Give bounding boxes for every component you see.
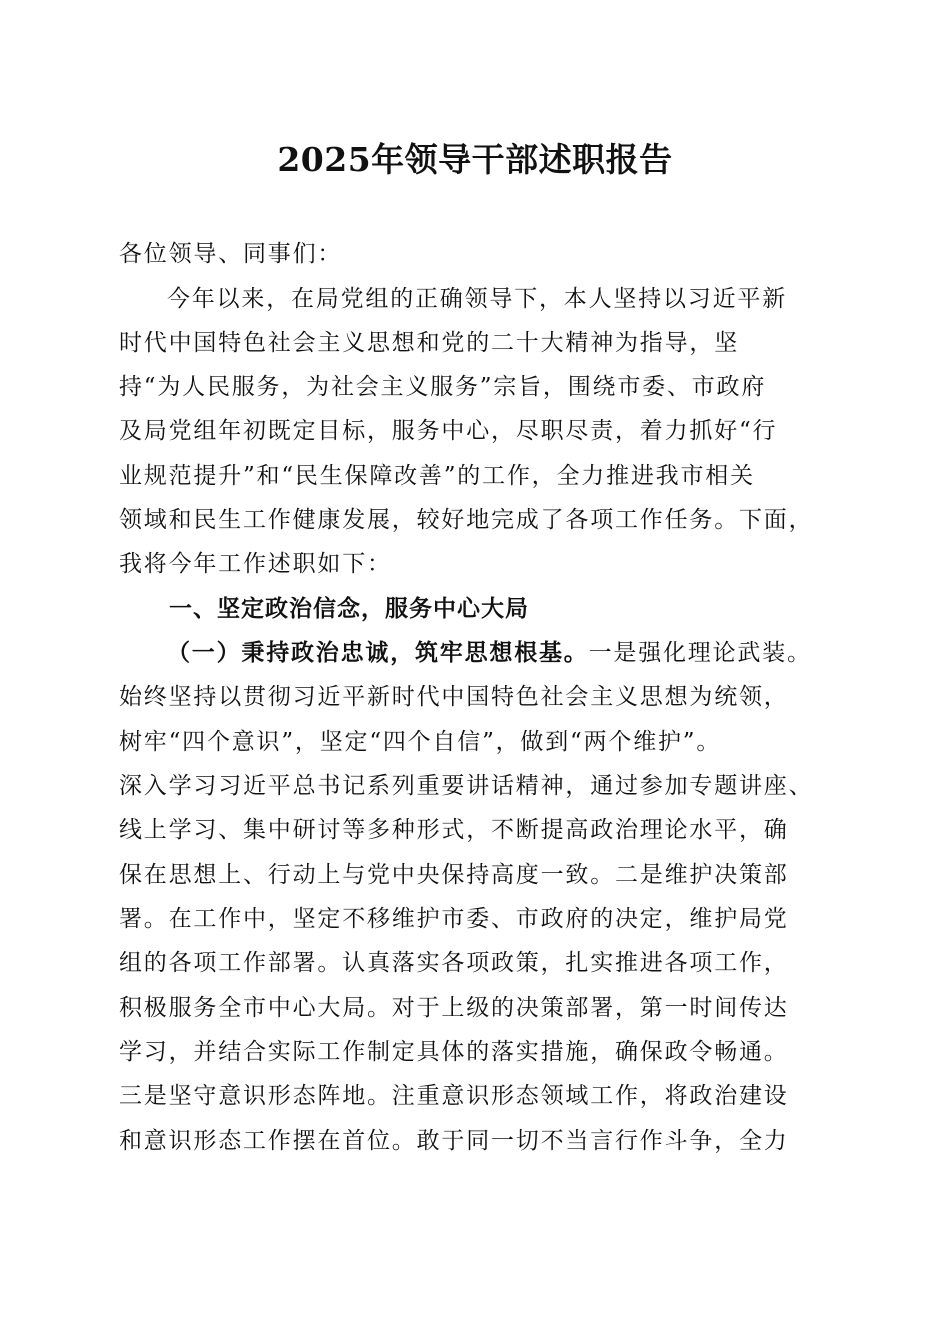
body-line-9: 学习，并结合实际工作制定具体的落实措施，确保政令畅通。 bbox=[119, 1039, 789, 1065]
body-line-8: 积极服务全市中心大局。对于上级的决策部署，第一时间传达 bbox=[119, 995, 789, 1021]
section-heading-1: 一、坚定政治信念，服务中心大局 bbox=[169, 595, 529, 622]
body-line-3: 深入学习习近平总书记系列重要讲话精神，通过参加专题讲座、 bbox=[119, 773, 814, 799]
salutation: 各位领导、同事们： bbox=[119, 241, 343, 267]
intro-line-2: 时代中国特色社会主义思想和党的二十大精神为指导，坚 bbox=[119, 330, 739, 356]
body-line-2: 树牢“四个意识”，坚定“四个自信”，做到“两个维护”。 bbox=[119, 729, 722, 755]
body-line-7: 组的各项工作部署。认真落实各项政策，扎实推进各项工作， bbox=[119, 950, 789, 976]
subsection-heading-1: （一）秉持政治忠诚，筑牢思想根基。 bbox=[167, 639, 589, 666]
intro-line-6: 领域和民生工作健康发展，较好地完成了各项工作任务。下面， bbox=[119, 507, 814, 533]
body-line-1: 始终坚持以贯彻习近平新时代中国特色社会主义思想为统领， bbox=[119, 684, 789, 710]
intro-line-7: 我将今年工作述职如下： bbox=[119, 551, 392, 577]
intro-line-3: 持“为人民服务，为社会主义服务”宗旨，围绕市委、市政府 bbox=[119, 374, 767, 400]
intro-line-1: 今年以来，在局党组的正确领导下，本人坚持以习近平新 bbox=[167, 286, 787, 312]
body-line-11: 和意识形态工作摆在首位。敢于同一切不当言行作斗争，全力 bbox=[119, 1128, 789, 1154]
subsection-first-rest: 一是强化理论武装。 bbox=[588, 640, 812, 666]
subsection-first-line bbox=[167, 638, 812, 668]
body-line-10: 三是坚守意识形态阵地。注重意识形态领域工作，将政治建设 bbox=[119, 1083, 789, 1109]
body-line-5: 保在思想上、行动上与党中央保持高度一致。二是维护决策部 bbox=[119, 862, 789, 888]
intro-line-5: 业规范提升”和“民生保障改善”的工作，全力推进我市相关 bbox=[119, 463, 755, 489]
body-line-4: 线上学习、集中研讨等多种形式，不断提高政治理论水平，确 bbox=[119, 817, 789, 843]
body-line-6: 署。在工作中，坚定不移维护市委、市政府的决定，维护局党 bbox=[119, 906, 789, 932]
intro-line-4: 及局党组年初既定目标，服务中心，尽职尽责，着力抓好“行 bbox=[119, 418, 778, 444]
report-title: 2025年领导干部述职报告 bbox=[277, 140, 673, 179]
